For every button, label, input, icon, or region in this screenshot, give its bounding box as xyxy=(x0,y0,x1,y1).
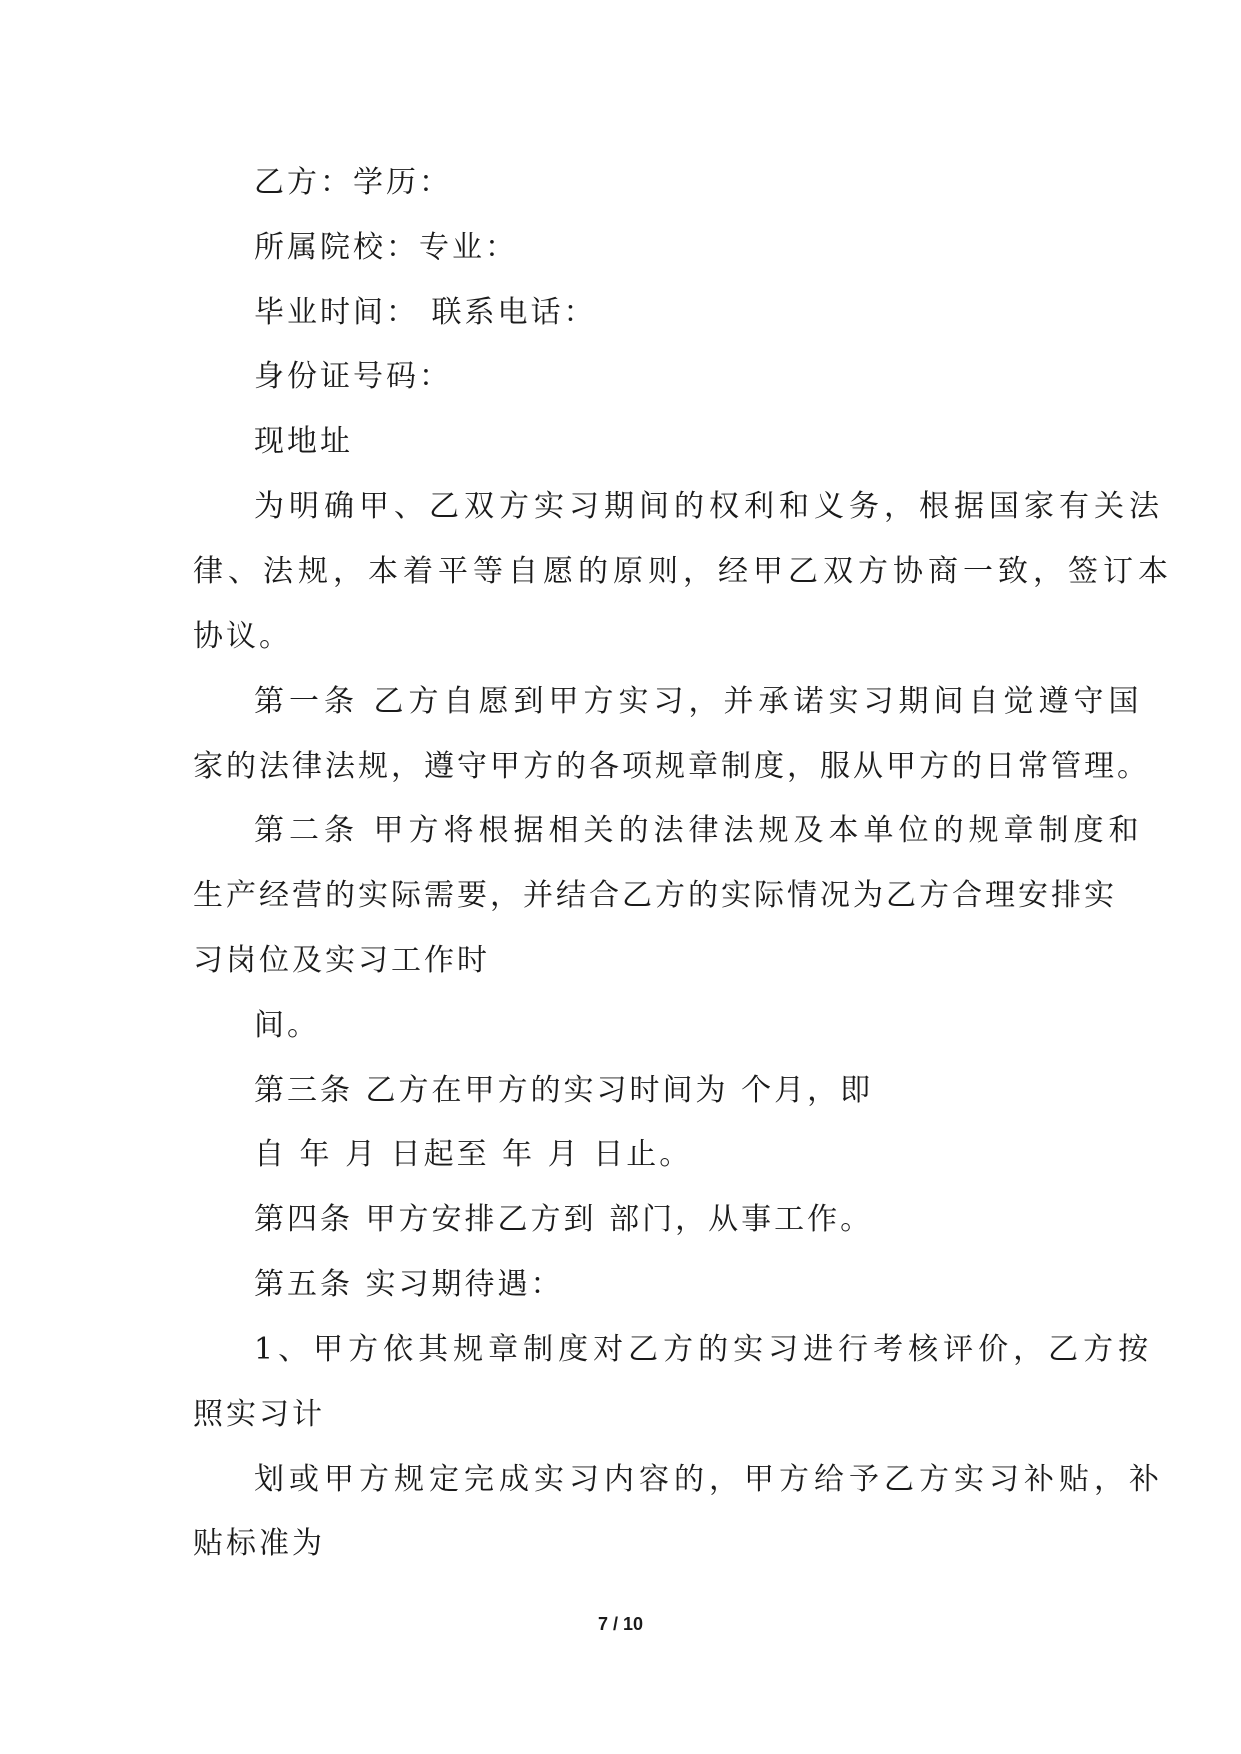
text-line: 生产经营的实际需要，并结合乙方的实际情况为乙方合理安排实 xyxy=(193,878,1117,913)
text-line: 照实习计 xyxy=(193,1397,325,1432)
text-line: 现地址 xyxy=(254,424,353,459)
text-line: 第一条 乙方自愿到甲方实习，并承诺实习期间自觉遵守国 xyxy=(254,684,1144,719)
text-line: 划或甲方规定完成实习内容的，甲方给予乙方实习补贴，补 xyxy=(254,1462,1164,1497)
text-line: 为明确甲、乙双方实习期间的权利和义务，根据国家有关法 xyxy=(254,489,1164,524)
text-line: 习岗位及实习工作时 xyxy=(193,943,490,978)
text-line: 协议。 xyxy=(193,619,292,654)
page-number: 7 / 10 xyxy=(597,1614,644,1634)
text-line: 第四条 甲方安排乙方到 部门，从事工作。 xyxy=(254,1202,874,1237)
text-line: 毕业时间： 联系电话： xyxy=(254,295,597,330)
text-line: 家的法律法规，遵守甲方的各项规章制度，服从甲方的日常管理。 xyxy=(193,749,1150,784)
text-line: 所属院校：专业： xyxy=(254,230,518,265)
text-line: 身份证号码： xyxy=(254,359,452,394)
text-line: 乙方：学历： xyxy=(254,165,452,200)
text-line: 1、甲方依其规章制度对乙方的实习进行考核评价，乙方按 xyxy=(254,1332,1154,1367)
text-line: 第三条 乙方在甲方的实习时间为 个月，即 xyxy=(254,1073,874,1108)
text-line: 第五条 实习期待遇： xyxy=(254,1267,564,1302)
text-line: 贴标准为 xyxy=(193,1526,325,1561)
text-line: 律、法规，本着平等自愿的原则，经甲乙双方协商一致，签订本 xyxy=(193,554,1173,589)
text-line: 间。 xyxy=(254,1008,320,1043)
text-line: 自 年 月 日起至 年 月 日止。 xyxy=(254,1137,693,1172)
text-line: 第二条 甲方将根据相关的法律法规及本单位的规章制度和 xyxy=(254,813,1144,848)
